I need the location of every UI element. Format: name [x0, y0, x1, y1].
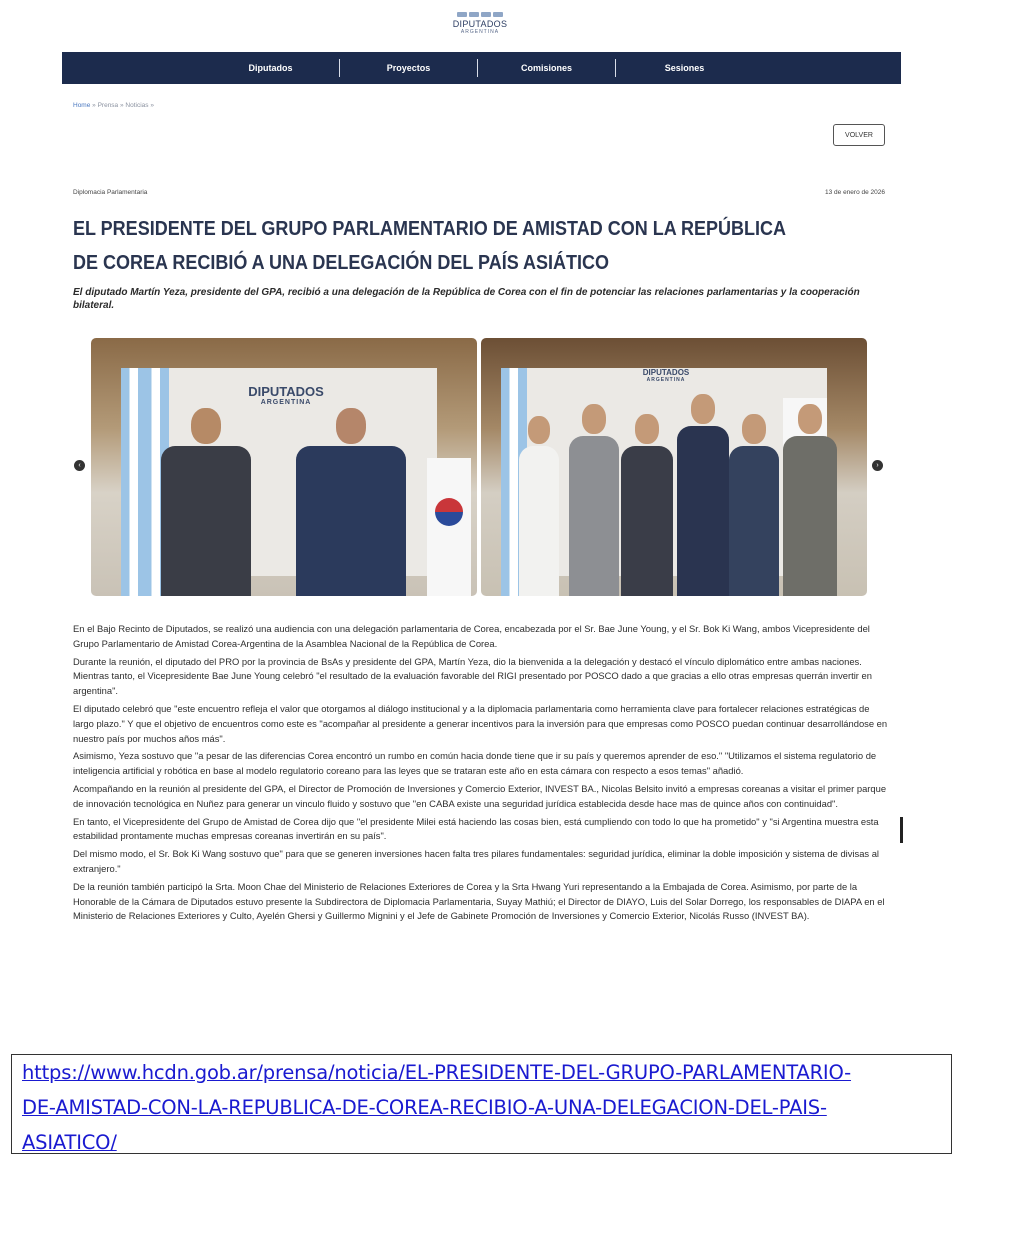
source-url-line: https://www.hcdn.gob.ar/prensa/noticia/EL-PRESIDENTE-DEL-GRUPO-PARLAMENTARIO- — [22, 1061, 852, 1084]
source-url-line: DE-AMISTAD-CON-LA-REPUBLICA-DE-COREA-RECIBIO-A-UNA-DELEGACION-DEL-PAIS- — [22, 1096, 827, 1119]
article-date: 13 de enero de 2026 — [825, 189, 885, 196]
site-logo[interactable] — [440, 12, 520, 36]
source-url-box — [11, 1054, 952, 1154]
breadcrumb-prensa[interactable]: Prensa — [97, 102, 119, 109]
photo-logo: DIPUTADOS ARGENTINA — [248, 384, 324, 406]
gallery-next-icon[interactable]: › — [872, 460, 883, 471]
article-paragraph: De la reunión también participó la Srta. Moon Chae del Ministerio de Relaciones Exteriores de Corea y la Srta Hwang Yuri representando a la Embajada de Corea. Asimismo, por parte de la Honorable de la Cámara de Diputados estuvo presente la Subdirectora de Diplomacia Parlamentaria, Suyay Mathiú; el Director de DIAYO, Luis del Solar Dorrego, los responsables de DIAPA en el Ministerio de Relaciones Exteriores y Culto, Ayelén Ghersi y Guillermo Mignini y el Jefe de Gabinete Promoción de Inversiones y Comercio Exterior, Nicolás Russo (INVEST BA). — [73, 880, 885, 922]
person-figure — [291, 408, 411, 596]
person-figure — [569, 404, 619, 596]
korea-flag-icon — [427, 458, 471, 596]
main-nav — [62, 52, 901, 84]
breadcrumb-noticias[interactable]: Noticias — [125, 102, 149, 109]
article-paragraph: Asimismo, Yeza sostuvo que "a pesar de las diferencias Corea encontró un rumbo en común hacia donde tiene que ir su país y queremos aprender de eso." "Utilizamos el sistema regulatorio de inteligencia artificial y robótica en base al modelo regulatorio coreano para las leyes que se trataran este año en esta cámara con respecto a esos temas" añadió. — [73, 750, 877, 777]
article-paragraph: Durante la reunión, el diputado del PRO por la provincia de BsAs y presidente del GPA, Martín Yeza, dio la bienvenida a la delegación y destacó el vínculo diplomático entre ambas naciones. Mientras tanto, el Vicepresidente Bae June Young celebró "el resultado de la evaluación favorable del RIGI presentado por POSCO dado a que gracias a ello otras empresas querrán invertir en argentina". — [73, 655, 872, 697]
nav-item-proyectos[interactable]: Proyectos — [386, 63, 431, 73]
article-paragraph: En tanto, el Vicepresidente del Grupo de Amistad de Corea dijo que "el presidente Milei está haciendo las cosas bien, está cumpliendo con todo lo que ha prometido" y "si Argentina muestra esta estabilidad prontamente muchas empresas coreanas invertirán en su país". — [73, 815, 879, 842]
person-figure — [729, 414, 779, 596]
source-url-line: ASIATICO/ — [22, 1131, 117, 1154]
article-subtitle: El diputado Martín Yeza, presidente del GPA, recibió a una delegación de la República de Corea con el fin de potenciar las relaciones parlamentarias y la cooperación bilateral. — [73, 287, 860, 311]
article-paragraph: En el Bajo Recinto de Diputados, se realizó una audiencia con una delegación parlamentaria de Corea, encabezada por el Sr. Bae June Young, y el Sr. Bok Ki Wang, ambos Vicepresidente del Grupo Parlamentario de Amistad Corea-Argentina de la Asamblea Nacional de la República de Corea. — [73, 623, 870, 649]
article-paragraph: Del mismo modo, el Sr. Bok Ki Wang sostuvo que" para que se generen inversiones hacen falta tres pilares fundamentales: seguridad jurídica, eliminar la doble imposición y sistema de divisas al extranjero." — [73, 848, 879, 874]
nav-item-comisiones[interactable]: Comisiones — [520, 63, 572, 73]
person-figure — [783, 404, 837, 596]
logo-name: DIPUTADOS — [452, 19, 508, 29]
person-figure — [161, 408, 251, 596]
gallery-prev-icon[interactable]: ‹ — [74, 460, 85, 471]
nav-item-sesiones[interactable]: Sesiones — [664, 63, 705, 73]
breadcrumb: Home » Prensa » Noticias » — [73, 102, 154, 109]
logo-subtitle: ARGENTINA — [460, 29, 500, 35]
breadcrumb-home[interactable]: Home — [73, 102, 91, 109]
person-figure — [621, 414, 673, 596]
gallery-photo[interactable] — [91, 338, 477, 596]
nav-item-diputados[interactable]: Diputados — [248, 63, 293, 73]
article-paragraph: Acompañando en la reunión al presidente del GPA, el Director de Promoción de Inversiones y Comercio Exterior, INVEST BA., Nicolas Belsito invitó a empresas coreanas a visitar el primer parque de innovación tecnológica en Nuñez para generar un vinculo fluido y sostuvo que "en CABA existe una seguridad jurídica establecida desde hace mas de quince años con continuidad". — [73, 782, 887, 809]
article-paragraph: El diputado celebró que "este encuentro refleja el valor que otorgamos al diálogo institucional y a la diplomacia parlamentaria como herramienta clave para fortalecer relaciones estratégicas de largo plazo." Y que el objetivo de encuentros como este es "acompañar al presidente a generar incentivos para la inversión para que empresas como POSCO puedan continuar desarrollándose en nuestro país por muchos años más". — [73, 702, 888, 744]
person-figure — [677, 394, 729, 596]
photo-logo: DIPUTADOS ARGENTINA — [642, 368, 690, 383]
person-figure — [519, 416, 559, 596]
article-body — [73, 622, 888, 927]
logo-mark-icon — [440, 12, 520, 17]
text-cursor — [900, 817, 903, 843]
photo-gallery — [91, 338, 867, 596]
article-title: EL PRESIDENTE DEL GRUPO PARLAMENTARIO DE AMISTAD CON LA REPÚBLICA DE COREA RECIBIÓ A UNA DELEGACIÓN DEL PAÍS ASIÁTICO — [73, 218, 786, 274]
source-url-link[interactable] — [22, 1055, 941, 1160]
back-button[interactable]: VOLVER — [833, 124, 885, 146]
photo-backdrop — [521, 368, 827, 576]
gallery-photo[interactable] — [481, 338, 867, 596]
article-section: Diplomacia Parlamentaria — [73, 189, 148, 196]
